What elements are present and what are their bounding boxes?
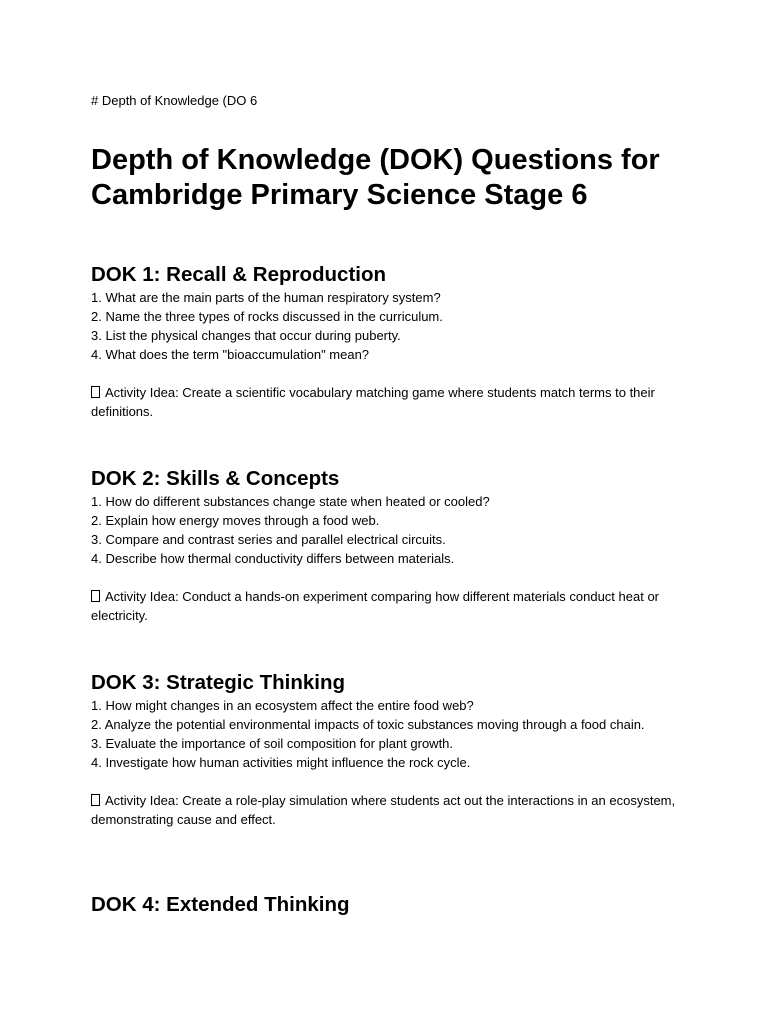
activity-text: Activity Idea: Create a scientific vocabulary matching game where students match terms to their definitions. — [91, 385, 655, 419]
list-item: 4. What does the term "bioaccumulation" mean? — [91, 347, 370, 362]
placeholder-box-icon — [91, 386, 100, 398]
list-item: 2. Analyze the potential environmental impacts of toxic substances moving through a food chain. — [91, 717, 645, 732]
activity-text: Activity Idea: Conduct a hands-on experiment comparing how different materials conduct heat or electricity. — [91, 589, 660, 623]
list-item: 1. How might changes in an ecosystem affect the entire food web? — [91, 698, 474, 713]
placeholder-box-icon — [91, 794, 100, 806]
document-title: Depth of Knowledge (DOK) Questions for Cambridge Primary Science Stage 6 — [91, 144, 660, 211]
question-list — [91, 696, 691, 772]
question-list — [91, 288, 691, 364]
question-list — [91, 492, 691, 568]
list-item: 3. List the physical changes that occur during puberty. — [91, 328, 401, 343]
list-item: 3. Compare and contrast series and parallel electrical circuits. — [91, 532, 446, 547]
section-heading: DOK 4: Extended Thinking — [91, 893, 350, 916]
activity-text: Activity Idea: Create a role-play simulation where students act out the interactions in an ecosystem, demonstrating cause and effect. — [91, 793, 676, 827]
section-dok-2 — [91, 466, 691, 625]
list-item: 4. Describe how thermal conductivity differs between materials. — [91, 551, 455, 566]
section-heading: DOK 1: Recall & Reproduction — [91, 263, 387, 286]
header-line: # Depth of Knowledge (DO 6 — [91, 93, 258, 108]
section-dok-1 — [91, 262, 691, 421]
section-heading: DOK 2: Skills & Concepts — [91, 467, 340, 490]
section-heading: DOK 3: Strategic Thinking — [91, 671, 345, 694]
activity-idea — [91, 383, 691, 421]
activity-idea — [91, 587, 691, 625]
list-item: 2. Explain how energy moves through a food web. — [91, 513, 380, 528]
list-item: 2. Name the three types of rocks discussed in the curriculum. — [91, 309, 443, 324]
list-item: 1. What are the main parts of the human respiratory system? — [91, 290, 441, 305]
section-dok-3 — [91, 670, 691, 829]
activity-idea — [91, 791, 691, 829]
section-dok-4 — [91, 892, 691, 918]
list-item: 1. How do different substances change state when heated or cooled? — [91, 494, 490, 509]
placeholder-box-icon — [91, 590, 100, 602]
list-item: 3. Evaluate the importance of soil composition for plant growth. — [91, 736, 454, 751]
list-item: 4. Investigate how human activities might influence the rock cycle. — [91, 755, 471, 770]
